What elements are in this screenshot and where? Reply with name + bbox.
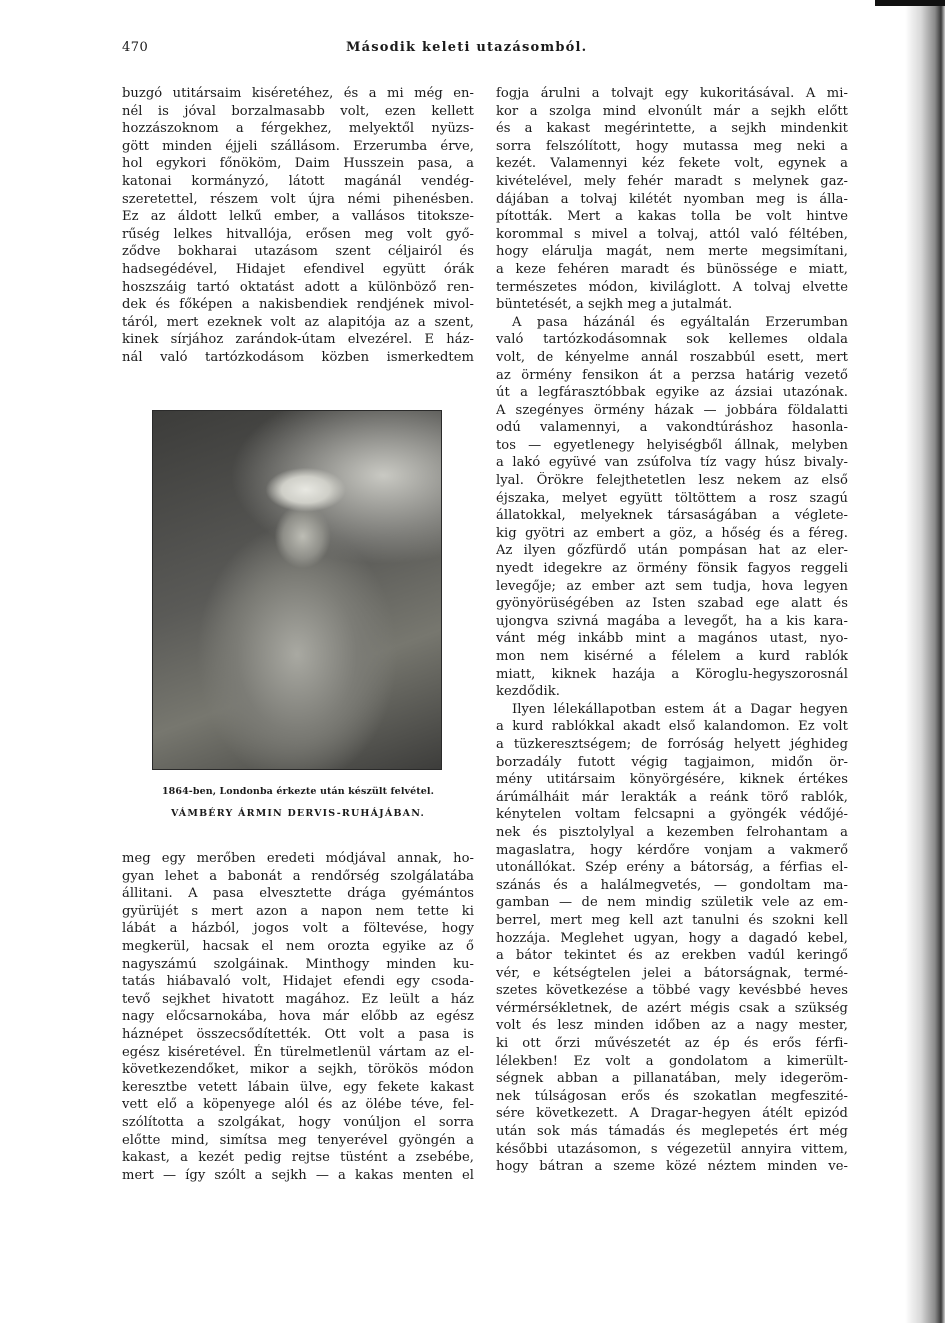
running-head	[122, 40, 877, 60]
text-line: hogy bátran a szeme közé néztem minden ve-	[496, 1159, 848, 1175]
text-line: vér, e kétségtelen jelei a bátorságnak, termé-	[496, 965, 848, 981]
text-line: kénytelen voltam felcsapni a gyöngék védőjé-	[496, 807, 848, 823]
text-line: Ilyen lélekállapotban estem át a Dagar hegyen	[512, 701, 848, 717]
text-line: a bátor tekintet és az erekben vadúl keringő	[496, 948, 848, 964]
text-line: kinek sírjához zarándok-útam elvezérel. E ház-	[122, 332, 474, 348]
text-line: mert — így szólt a sejkh — a kakas menten el	[122, 1167, 474, 1183]
text-line: a keze fehéren maradt és bünössége e miatt,	[496, 261, 848, 277]
running-title: Második keleti utazásomból.	[346, 40, 588, 55]
text-line: nek és pisztolylyal a kezemben felrohantam a	[496, 824, 848, 840]
text-line: ujongva szivná magába a levegőt, ha a kis kara-	[496, 613, 848, 629]
text-line: ződve bokharai utazásom szent céljairól és	[122, 244, 474, 260]
text-line: hoszszáig tartó oktatást adott a különböző ren-	[122, 279, 474, 295]
text-line: levegője; az ember azt sem tudja, hova legyen	[496, 578, 848, 594]
text-line: rűség lelkes hitvallója, erősen meg volt győ-	[122, 226, 474, 242]
text-line: Az ilyen gőzfürdő után pompásan hat az eler-	[496, 543, 848, 559]
text-line: mon nem kisérné a félelem a kurd rablók	[496, 649, 848, 664]
text-line: tatás hiábavaló volt, Hidajet efendi egy csoda-	[122, 974, 474, 990]
text-line: kivételével, mely fehér maradt s melynek gaz-	[496, 173, 848, 189]
text-line: magaslatra, hogy kérdőre vonjam a vakmerő	[496, 842, 848, 858]
text-line: vérmérsékletnek, de azért mégis csak a szükség	[496, 1000, 848, 1016]
text-line: után sok más támadás és meglepetés ért még	[496, 1124, 848, 1140]
text-line: A pasa házánál és egyáltalán Erzerumban	[512, 314, 848, 330]
text-line: buzgó utitársaim kiséretéhez, és a mi még en-	[122, 86, 474, 101]
page-edge-shadow	[905, 0, 945, 1323]
text-line: nagy előcsarnokába, hova már előbb az egész	[122, 1009, 474, 1025]
text-line: hozzászoknom a férgekhez, melyektől nyüzs-	[122, 121, 474, 137]
text-line: árúmálháit már lerakták a reánk törő rablók,	[496, 789, 848, 805]
text-line: egész kiséretével. Én türelmetlenül vártam az el-	[122, 1044, 474, 1060]
text-line: későbbi utazásomon, s végezetül annyira vittem,	[496, 1141, 848, 1157]
text-line: következendőket, mikor a sejkh, törökös módon	[122, 1062, 474, 1078]
text-line: gött minden éjjeli szállásom. Erzerumba érve,	[122, 138, 474, 154]
text-line: katonai kormányzó, látott magánál vendég-	[122, 173, 474, 189]
text-line: való tartózkodásomnak sok kellemes oldala	[496, 332, 848, 348]
text-line: állitani. A pasa elvesztette drága gyémántos	[122, 886, 474, 902]
page-edge-top-shadow	[875, 0, 945, 6]
text-line: fogja árulni a tolvajt egy kukoritásával. A mi-	[496, 86, 848, 101]
text-line: gyürüjét s mert azon a napon nem tette ki	[122, 903, 474, 919]
text-line: szetes következése a többé vagy kevésbbé heves	[496, 983, 848, 999]
text-line: hogy elárulja magát, nem merte megsimítani,	[496, 244, 848, 260]
text-line: előtte mind, simítsa meg tenyerével gyöngén a	[122, 1132, 474, 1148]
text-line: hol egykori főnököm, Daim Husszein pasa, a	[122, 156, 474, 172]
text-line: nál való tartózkodásom közben ismerkedtem	[122, 349, 474, 365]
text-line: nyedt idegekre az örmény fönsik fagyos reggeli	[496, 561, 848, 577]
text-line: kezét. Valamennyi kéz fekete volt, egynek a	[496, 156, 848, 172]
text-line: borzadály futott végig tagjaimon, midőn ör-	[496, 754, 848, 770]
text-line: tevő sejkhet hivatott magához. Ez leült a ház	[122, 991, 474, 1007]
text-line: lélekben! Ez volt a gondolatom a kimerült-	[496, 1053, 848, 1069]
text-line: sorra felszólított, hogy mutassa meg neki a	[496, 138, 848, 154]
text-line: szánás és a halálmegvetés, — gondoltam ma-	[496, 877, 848, 893]
text-line: éjszaka, melyet együtt töltöttem a rosz szagú	[496, 490, 848, 506]
portrait-photograph	[152, 410, 442, 770]
text-line: lyal. Örökre felejthetetlen lesz nekem az első	[496, 473, 848, 489]
text-line: dek és főképen a nakisbendiek rendjének mivol-	[122, 297, 474, 313]
text-line: hadsegédével, Hidajet efendivel együtt órák	[122, 261, 474, 277]
text-line: természetes módon, kiviláglott. A tolvaj elvette	[496, 279, 848, 295]
text-line: szeretettel, részem volt újra némi pihenésben.	[122, 191, 474, 207]
text-line: állatokkal, melyeknek társaságában a véglete-	[496, 508, 848, 524]
text-line: az örmény fensikon át a perzsa határig vezető	[496, 367, 848, 383]
text-line: utonállókat. Szép erény a bátorság, a férfias el-	[496, 860, 848, 876]
text-line: út a legfárasztóbbak egyike az ázsiai utazónak.	[496, 385, 848, 401]
left-column-bottom-text	[122, 850, 474, 1184]
text-line: kezdődik.	[496, 684, 560, 700]
text-line: megkerül, hacsak el nem orozta egyike az ő	[122, 938, 474, 954]
text-line: szólította a szolgákat, hogy vonúljon el sorra	[122, 1114, 474, 1130]
text-line: sére következett. A Dragar-hegyen átélt epizód	[496, 1106, 848, 1122]
text-line: lábát a házból, jogos volt a föltevése, hogy	[122, 921, 474, 937]
text-line: nagyszámú szolgáinak. Minthogy minden ku-	[122, 956, 474, 972]
figure-caption-line-2: VÁMBÉRY ÁRMIN DERVIS-RUHÁJÁBAN.	[170, 808, 426, 819]
text-line: ségnek abban a pillanatában, mely idegeröm-	[496, 1071, 848, 1087]
text-line: kor a szolga mind elvonúlt már a sejkh előtt	[496, 103, 848, 119]
text-line: vánt még inkább mint a magános utast, nyo-	[496, 631, 848, 647]
text-line: meg egy merőben eredeti módjával annak, ho-	[122, 851, 474, 866]
text-line: a tüzkeresztségem; de forróság helyett jéghideg	[496, 736, 848, 752]
text-line: A szegényes örmény házak — jobbára földalatti	[496, 402, 848, 418]
text-line: háznépet összecsődítették. Ott volt a pasa is	[122, 1026, 474, 1042]
text-line: volt, de kényelme annál roszabbúl esett, mert	[496, 349, 848, 365]
text-line: mény utitársaim könyörgésére, kiknek értékes	[496, 772, 848, 788]
text-line: gamban — de nem mindig születik vele az em-	[496, 895, 848, 911]
text-line: tos — egyetlenegy helyiségből állnak, melyben	[496, 437, 848, 453]
text-line: gyan lehet a babonát a rendőrség szolgálatába	[122, 868, 474, 884]
text-line: dájában a tolvaj kilétét nyomban meg is álla-	[496, 191, 848, 207]
text-line: kakast, a kezét pedig rejtse tüstént a zsebébe,	[122, 1150, 474, 1166]
text-line: büntetését, a sejkh meg a jutalmát.	[496, 297, 733, 313]
text-line: volt és lesz minden időben az a nagy mester,	[496, 1018, 848, 1034]
figure-caption-line-1: 1864-ben, Londonba érkezte után készült felvétel.	[161, 786, 435, 797]
text-line: gyönyörüségében az Isten szabad ege alatt és	[496, 596, 848, 612]
text-line: keresztbe vetett lábain ülve, egy fekete kakast	[122, 1079, 474, 1095]
text-line: korommal s mivel a tolvaj, attól való féltében,	[496, 226, 848, 242]
text-line: miatt, kiknek hazája a Köroglu-hegyszorosnál	[496, 666, 848, 682]
page-number: 470	[122, 40, 149, 55]
text-line: a lakó együvé van zsúfolva tíz vagy húsz bivaly-	[496, 455, 848, 471]
text-line: vett elő a köpenyege alól és az ölébe téve, fel-	[122, 1097, 474, 1113]
left-column-top-text	[122, 85, 474, 367]
text-line: kig gyötri az embert a göz, a hőség és a féreg.	[496, 525, 848, 541]
text-line: Ez az áldott lelkű ember, a vallásos titoksze-	[122, 209, 474, 225]
text-line: berrel, mert meg kell azt tanulni és szokni kell	[496, 912, 848, 928]
text-line: pították. Mert a kakas tolla be volt hintve	[496, 209, 848, 225]
text-line: hozzája. Meglehet ugyan, hogy a dagadó kebel,	[496, 930, 848, 946]
text-line: a kurd rablókkal akadt első kalandomon. Ez volt	[496, 719, 848, 735]
right-column-text	[496, 85, 848, 1176]
text-line: táról, mert ezeknek volt az alapitója az a szent,	[122, 314, 474, 330]
text-line: odú valamennyi, a vakondtúráshoz hasonla-	[496, 420, 848, 436]
text-line: nek túlságosan erős és szokatlan megfeszité-	[496, 1088, 848, 1104]
text-line: nél is jóval borzalmasabb volt, ezen kellett	[122, 103, 474, 119]
text-line: ki ott őrzi művészetét az ép és erős férfi-	[496, 1036, 848, 1052]
text-line: és a kakast megérintette, a sejkh mindenkit	[496, 121, 848, 137]
